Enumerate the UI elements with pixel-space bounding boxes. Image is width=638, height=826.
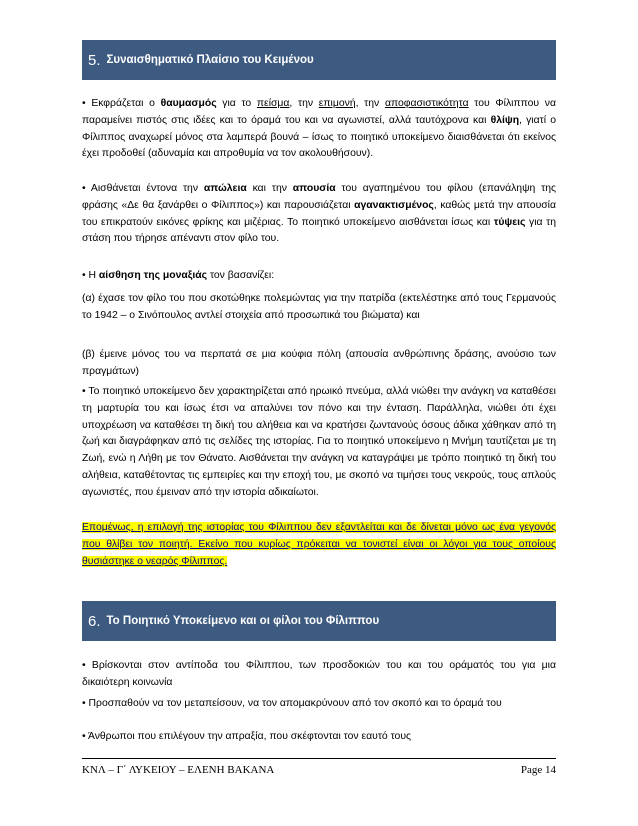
highlighted-text: Επομένως, η επιλογή της ιστορίας του Φίλιππου δεν εξαντλείται και δε δίνεται μόνο ως ένα γεγονός που θλίβει τον ποιητή. Εκείνο που κυρίως πρόκειται να τονιστεί είναι οι λόγοι για τους οποίους θυσιάστηκε ο νεαρός Φίλιππος. bbox=[82, 522, 556, 567]
section-number: 5. bbox=[88, 51, 101, 69]
section-title: Συναισθηματικό Πλαίσιο του Κειμένου bbox=[106, 54, 314, 66]
paragraph-point-b: (β) έμεινε μόνος του να περπατά σε μια κούφια πόλη (απουσία ανθρώπινης δράσης, ανούσιο των πραγμάτων) bbox=[82, 349, 556, 377]
footer-divider bbox=[82, 758, 556, 759]
paragraph-loss: • Αισθάνεται έντονα την απώλεια και την απουσία του αγαπημένου του φίλου (επανάληψη της φράσης «Δε θα ξανάρθει ο Φίλιππος») και παρουσιάζεται αγανακτισμένος, καθώς μετά την απουσία του επικρατούν εικόνες φρίκης και μιζέριας. Το ποιητικό υποκείμενο αισθάνεται ίσως και τύψεις για τη στάση που τήρησε απέναντι στον φίλο του. bbox=[82, 183, 557, 245]
paragraph-admiration: • Εκφράζεται ο θαυμασμός για το πείσμα, την επιμονή, την αποφασιστικότητα του Φίλιππου να παραμείνει πιστός στις ιδέες και το όραμά του και να αγωνιστεί, αλλά ταυτόχρονα και θλίψη, γιατί ο Φίλιππος αναχωρεί μόνος στα λαμπερά βουνά – ίσως το ποιητικό υποκείμενο διαισθάνεται ότι εκείνος έχει προδοθεί (αδυναμία και απροθυμία να τον ακολουθήσουν). bbox=[82, 98, 556, 160]
bullet-inaction: • Άνθρωποι που επιλέγουν την απραξία, που σκέφτονται τον εαυτό τους bbox=[82, 731, 412, 742]
section-number: 6. bbox=[88, 612, 101, 630]
bullet-persuade: • Προσπαθούν να τον μεταπείσουν, να τον απομακρύνουν από τον σκοπό και το όραμά του bbox=[82, 698, 502, 709]
section-6-header bbox=[82, 601, 556, 641]
paragraph-loneliness: • Η αίσθηση της μοναξιάς τον βασανίζει: bbox=[82, 270, 275, 281]
bullet-antipode: • Βρίσκονται στον αντίποδα του Φίλιππου, των προσδοκιών του και του οράματός του για μια δικαιότερη κοινωνία bbox=[82, 660, 556, 688]
paragraph-testimony: • Το ποιητικό υποκείμενο δεν χαρακτηρίζεται από ηρωικό πνεύμα, αλλά νιώθει την ανάγκη να καταθέσει τη μαρτυρία του και ίσως έτσι να απαλύνει τον πόνο και την ένταση. Παράλληλα, νιώθει ότι έχει υποχρέωση να καταθέσει τη δική του αλήθεια και να κρατήσει ζωντανούς όσους άδικα χάθηκαν από τη ζωή και διαγράφηκαν από τις σελίδες της ιστορίας. Για το ποιητικό υποκείμενο η Μνήμη ταυτίζεται με τη Ζωή, ενώ η Λήθη με τον Θάνατο. Αισθάνεται την ανάγκη να καταγράψει με τρόπο ποιητικό τη δική του αλήθεια, καταθέτοντας τις εμπειρίες και την εποχή του, με σκοπό να τιμήσει τους νεκρούς, τους απλούς αγωνιστές, που έμειναν από την ιστορία αδικαίωτοι. bbox=[82, 386, 556, 498]
paragraph-conclusion bbox=[82, 520, 556, 570]
page-number: Page 14 bbox=[520, 764, 556, 776]
paragraph-point-a: (α) έχασε τον φίλο του που σκοτώθηκε πολεμώντας για την πατρίδα (εκτελέστηκε από τους Γερμανούς το 1942 – ο Σινόπουλος αντλεί στοιχεία από προσωπικά του βιώματα) και bbox=[82, 293, 556, 321]
footer-author: ΚΝΛ – Γ΄ ΛΥΚΕΙΟΥ – ΕΛΕΝΗ ΒΑΚΑΝΑ bbox=[82, 764, 275, 776]
section-title: Το Ποιητικό Υποκείμενο και οι φίλοι του Φίλιππου bbox=[106, 615, 380, 627]
section-5-header bbox=[82, 40, 556, 80]
